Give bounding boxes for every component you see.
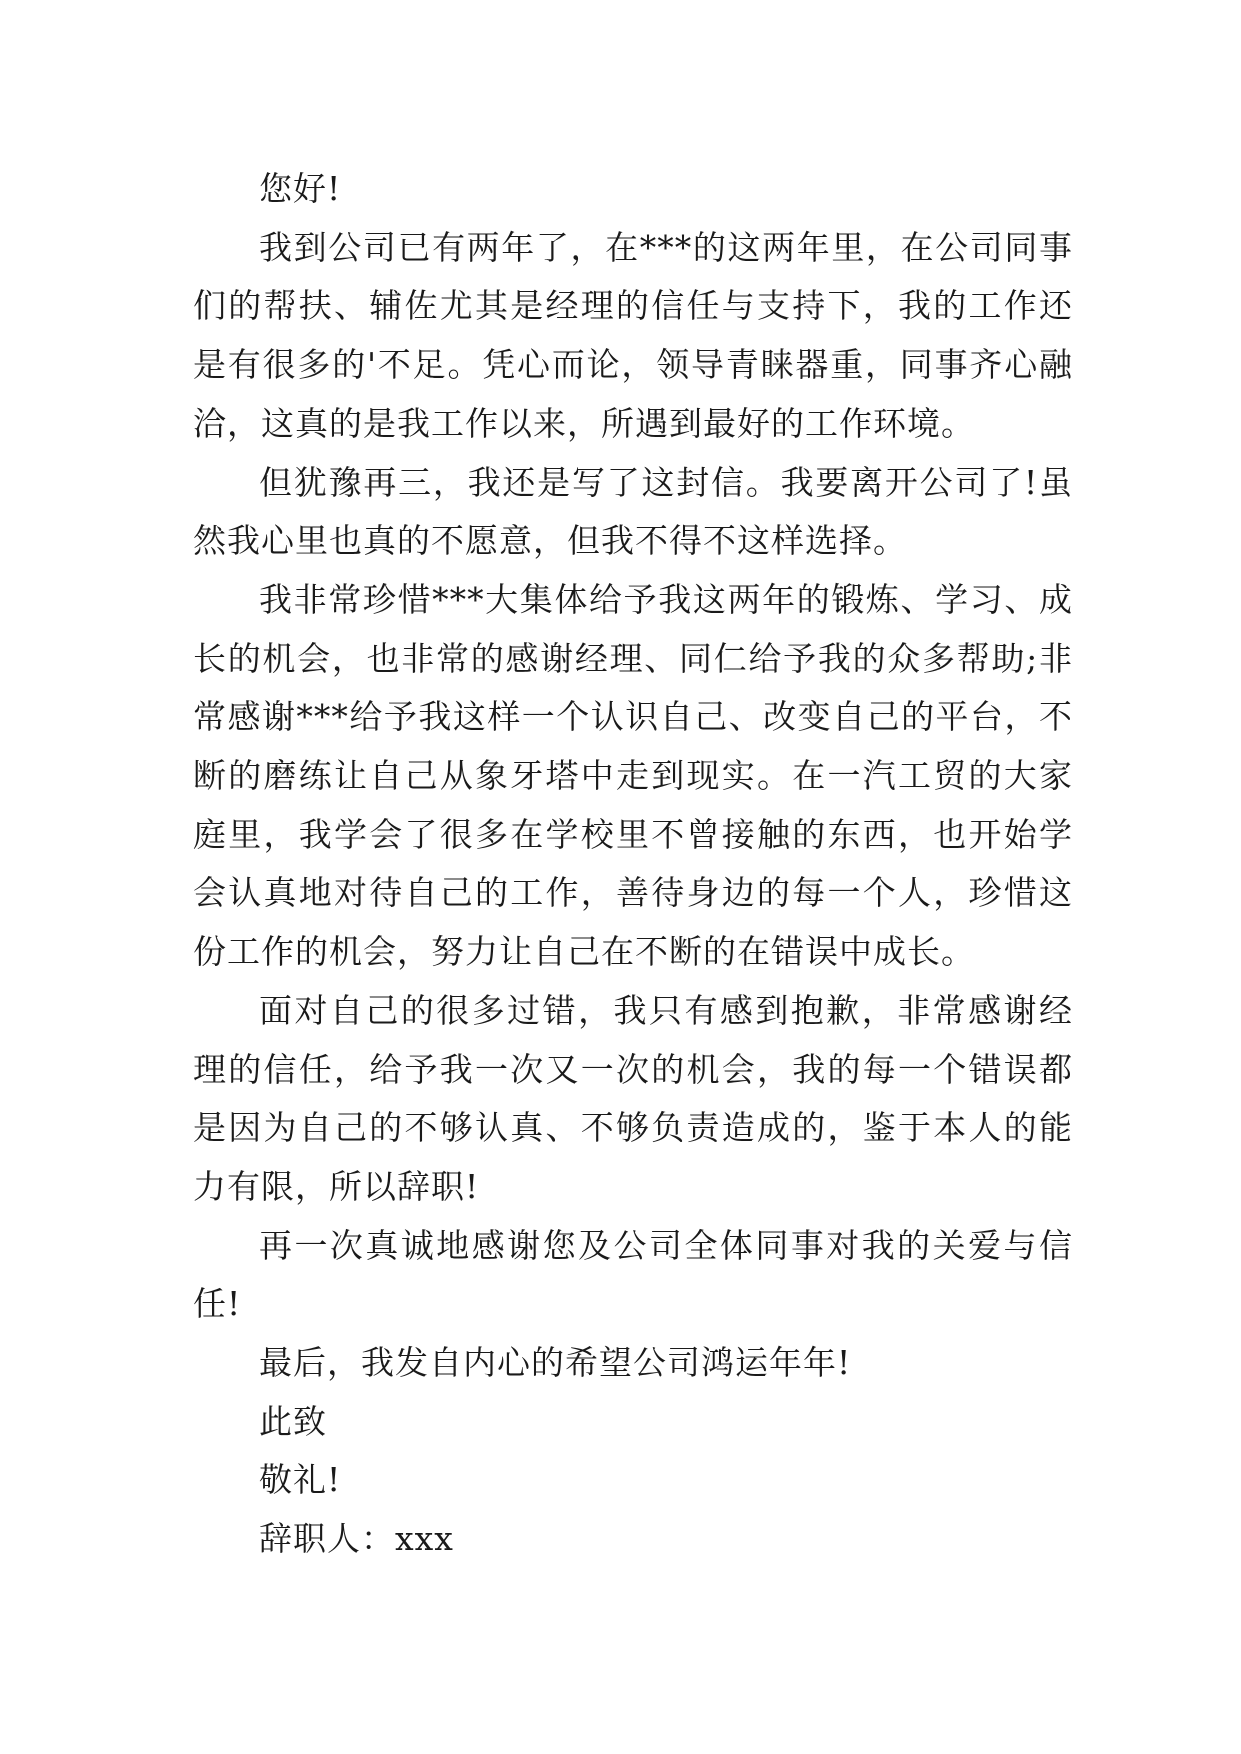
letter-paragraph: 再一次真诚地感谢您及公司全体同事对我的关爱与信任! <box>193 1225 1073 1324</box>
letter-paragraph: 最后，我发自内心的希望公司鸿运年年! <box>259 1343 852 1383</box>
letter-greeting: 您好! <box>259 169 342 208</box>
letter-paragraph: 我非常珍惜***大集体给予我这两年的锻炼、学习、成长的机会，也非常的感谢经理、同仁给予我的众多帮助;非常感谢***给予我这样一个认识自己、改变自己的平台，不断的磨练让自己从象牙塔中走到现实。在一汽工贸的大家庭里，我学会了很多在学校里不曾接触的东西，也开始学会认真地对待自己的工作，善待身边的每一个人，珍惜这份工作的机会，努力让自己在不断的在错误中成长。 <box>193 579 1073 972</box>
resignation-letter <box>193 160 1073 1569</box>
letter-paragraph: 我到公司已有两年了，在***的这两年里，在公司同事们的帮扶、辅佐尤其是经理的信任与支持下，我的工作还是有很多的'不足。凭心而论，领导青睐器重，同事齐心融洽，这真的是我工作以来，所遇到最好的工作环境。 <box>193 227 1073 443</box>
letter-salutation: 敬礼! <box>259 1460 342 1500</box>
letter-closing: 此致 <box>259 1401 327 1441</box>
letter-signature: 辞职人：xxx <box>259 1519 454 1559</box>
letter-paragraph: 面对自己的很多过错，我只有感到抱歉，非常感谢经理的信任，给予我一次又一次的机会，我的每一个错误都是因为自己的不够认真、不够负责造成的，鉴于本人的能力有限，所以辞职! <box>193 990 1073 1206</box>
letter-paragraph: 但犹豫再三，我还是写了这封信。我要离开公司了!虽然我心里也真的不愿意，但我不得不这样选择。 <box>193 462 1073 561</box>
